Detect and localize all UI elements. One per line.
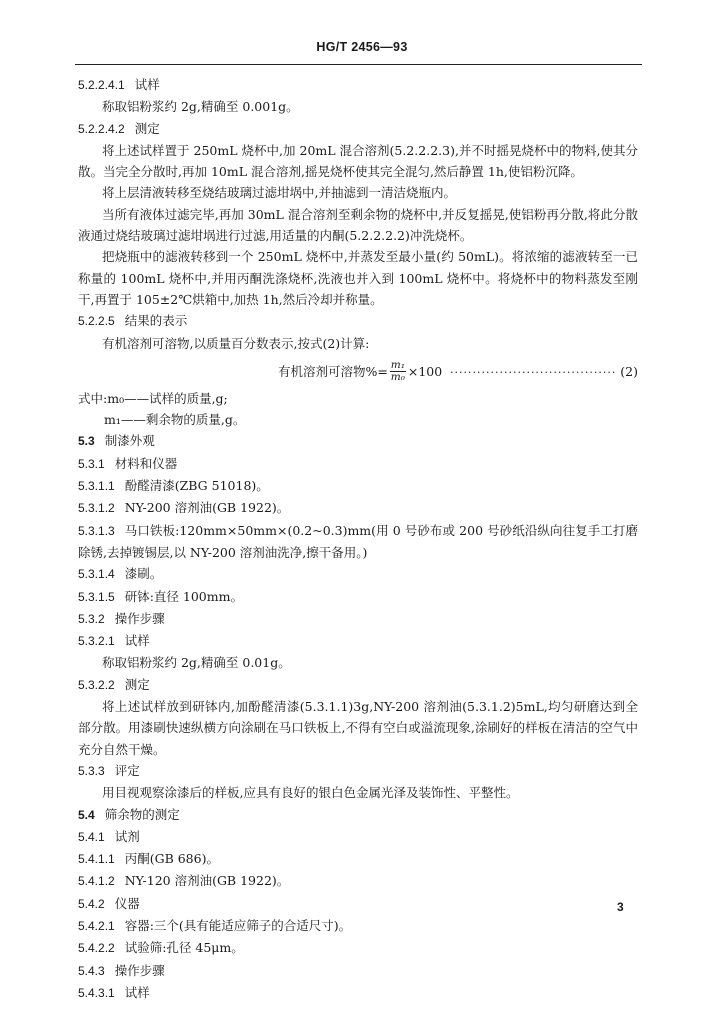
section-number: 5.2.2.4.1	[78, 78, 125, 92]
section-heading	[78, 74, 638, 96]
section-heading	[78, 826, 638, 848]
formula-lhs: 有机溶剂可溶物%=	[278, 364, 388, 380]
section-number: 5.3.1.4	[78, 567, 115, 582]
section-title: 结果的表示	[124, 313, 188, 329]
section-title: 试样	[134, 77, 160, 92]
section-heading	[78, 893, 638, 915]
section-title: 测定	[134, 120, 160, 136]
standard-code-header: HG/T 2456—93	[316, 40, 408, 54]
section-number: 5.2.2.4.2	[78, 121, 125, 136]
formula-expression	[278, 360, 442, 383]
formula-2	[78, 354, 638, 388]
section-title: 试剂	[114, 828, 140, 844]
list-item	[78, 870, 638, 892]
section-number: 5.3.1.1	[78, 479, 115, 494]
section-heading	[78, 430, 638, 452]
section-number: 5.3.2.2	[78, 677, 115, 692]
section-title: 试样	[124, 984, 150, 1000]
item-text: NY-120 溶剂油(GB 1922)。	[124, 873, 290, 889]
section-number: 5.2.2.5	[78, 314, 115, 329]
formula-numerator: m₁	[390, 358, 405, 371]
section-heading	[78, 310, 638, 332]
leader-dots: ·····································	[450, 365, 617, 379]
paragraph: 将上层清液转移至烧结玻璃过滤坩埚中,并抽滤到一清洁烧瓶内。	[102, 185, 456, 201]
variable-definition: m₁——剩余物的质量,g。	[104, 412, 246, 428]
section-number: 5.4.1.1	[78, 852, 115, 867]
section-heading	[78, 982, 638, 1004]
header-rule	[75, 64, 642, 65]
section-number: 5.3.3	[78, 763, 105, 778]
section-heading	[78, 453, 638, 475]
section-title: 仪器	[114, 895, 140, 911]
section-number: 5.4.2.2	[78, 941, 115, 956]
item-text: 容器:三个(具有能适应筛子的合适尺寸)。	[124, 917, 352, 933]
section-number: 5.4.2	[78, 896, 105, 911]
section-number: 5.4.1	[78, 829, 105, 844]
item-text: 酚醛清漆(ZBG 51018)。	[124, 478, 269, 494]
section-number: 5.4.2.1	[78, 918, 115, 933]
item-text: 丙酮(GB 686)。	[124, 851, 219, 867]
item-text: 马口铁板:120mm×50mm×(0.2~0.3)mm(用 0 号砂布或 200 号砂纸沿纵向往复手工打磨除锈,去掉镀锡层,以 NY-200 溶剂油洗净,擦干备用。)	[78, 522, 638, 560]
list-item	[78, 848, 638, 870]
section-number: 5.4.3	[78, 963, 105, 978]
list-item	[78, 497, 638, 519]
list-item	[78, 915, 638, 937]
paragraph: 当所有液体过滤完毕,再加 30mL 混合溶剂至剩余物的烧杯中,并反复摇晃,使铝粉再分散,将此分散液通过烧结玻璃过滤坩埚进行过滤,用适量的内酮(5.2.2.2.2)冲洗烧杯。	[78, 206, 638, 244]
section-number: 5.3.2	[78, 611, 105, 626]
paragraph: 称取铝粉浆约 2g,精确至 0.01g。	[102, 655, 291, 671]
section-title: 评定	[114, 762, 140, 778]
paragraph: 用目视观察涂漆后的样板,应具有良好的银白色金属光泽及装饰性、平整性。	[102, 785, 519, 801]
section-heading	[78, 804, 638, 826]
paragraph: 将上述试样放到研钵内,加酚醛清漆(5.3.1.1)3g,NY-200 溶剂油(5.3.1.2)5mL,均匀研磨达到全部分散。用漆刷快速纵横方向涂刷在马口铁板上,不得有空白或溢流现象,涂刷好的样板在清洁的空气中充分自然干燥。	[78, 699, 638, 757]
section-title: 操作步骤	[114, 610, 165, 626]
section-number: 5.3.1.2	[78, 501, 115, 516]
section-number: 5.3.2.1	[78, 634, 115, 649]
item-text: 试验筛:孔径 45μm。	[124, 940, 244, 956]
section-number: 5.3	[78, 434, 95, 449]
section-heading	[78, 674, 638, 696]
section-number: 5.3.1.3	[78, 523, 115, 538]
section-heading	[78, 960, 638, 982]
section-number: 5.3.1	[78, 456, 105, 471]
section-heading	[78, 608, 638, 630]
paragraph: 将上述试样置于 250mL 烧杯中,加 20mL 混合溶剂(5.2.2.2.3),并不时摇晃烧杯中的物料,使其分散。当完全分散时,再加 10mL 混合溶剂,摇晃烧杯使其完全混匀,然后静置 1h,使铝粉沉降。	[78, 142, 638, 180]
document-body	[78, 74, 638, 1004]
section-title: 操作步骤	[114, 962, 165, 978]
list-item	[78, 937, 638, 959]
formula-denominator: m₀	[390, 370, 405, 383]
section-heading	[78, 118, 638, 140]
list-item	[78, 475, 638, 497]
list-item	[78, 586, 638, 608]
formula-fraction	[390, 360, 406, 383]
list-item	[78, 520, 638, 564]
equation-number: (2)	[620, 363, 638, 379]
list-item	[78, 563, 638, 585]
section-number: 5.4.1.2	[78, 874, 115, 889]
paragraph: 称取铝粉浆约 2g,精确至 0.001g。	[102, 99, 299, 115]
section-title: 试样	[124, 633, 150, 649]
item-text: 研钵:直径 100mm。	[124, 588, 243, 604]
section-title: 测定	[124, 676, 150, 692]
section-number: 5.3.1.5	[78, 589, 115, 604]
section-title: 材料和仪器	[114, 455, 178, 471]
paragraph: 有机溶剂可溶物,以质量百分数表示,按式(2)计算:	[102, 335, 370, 351]
section-heading	[78, 760, 638, 782]
section-number: 5.4.3.1	[78, 985, 115, 1000]
item-text: 漆刷。	[124, 566, 163, 582]
paragraph: 把烧瓶中的滤液转移到一个 250mL 烧杯中,并蒸发至最小量(约 50mL)。将浓缩的滤液转至一已称量的 100mL 烧杯中,并用丙酮洗涤烧杯,洗液也并入到 100mL 烧杯中。将烧杯中的物料蒸发至刚干,再置于 105±2℃烘箱中,加热 1h,然后冷却并称量。	[78, 249, 638, 307]
section-title: 制漆外观	[104, 433, 155, 449]
item-text: NY-200 溶剂油(GB 1922)。	[124, 500, 290, 516]
formula-rhs: ×100	[407, 363, 443, 379]
page-number: 3	[617, 900, 624, 914]
section-number: 5.4	[78, 807, 95, 822]
section-title: 筛余物的测定	[104, 806, 180, 822]
section-heading	[78, 630, 638, 652]
variable-definition: 式中:m₀——试样的质量,g;	[78, 390, 228, 406]
